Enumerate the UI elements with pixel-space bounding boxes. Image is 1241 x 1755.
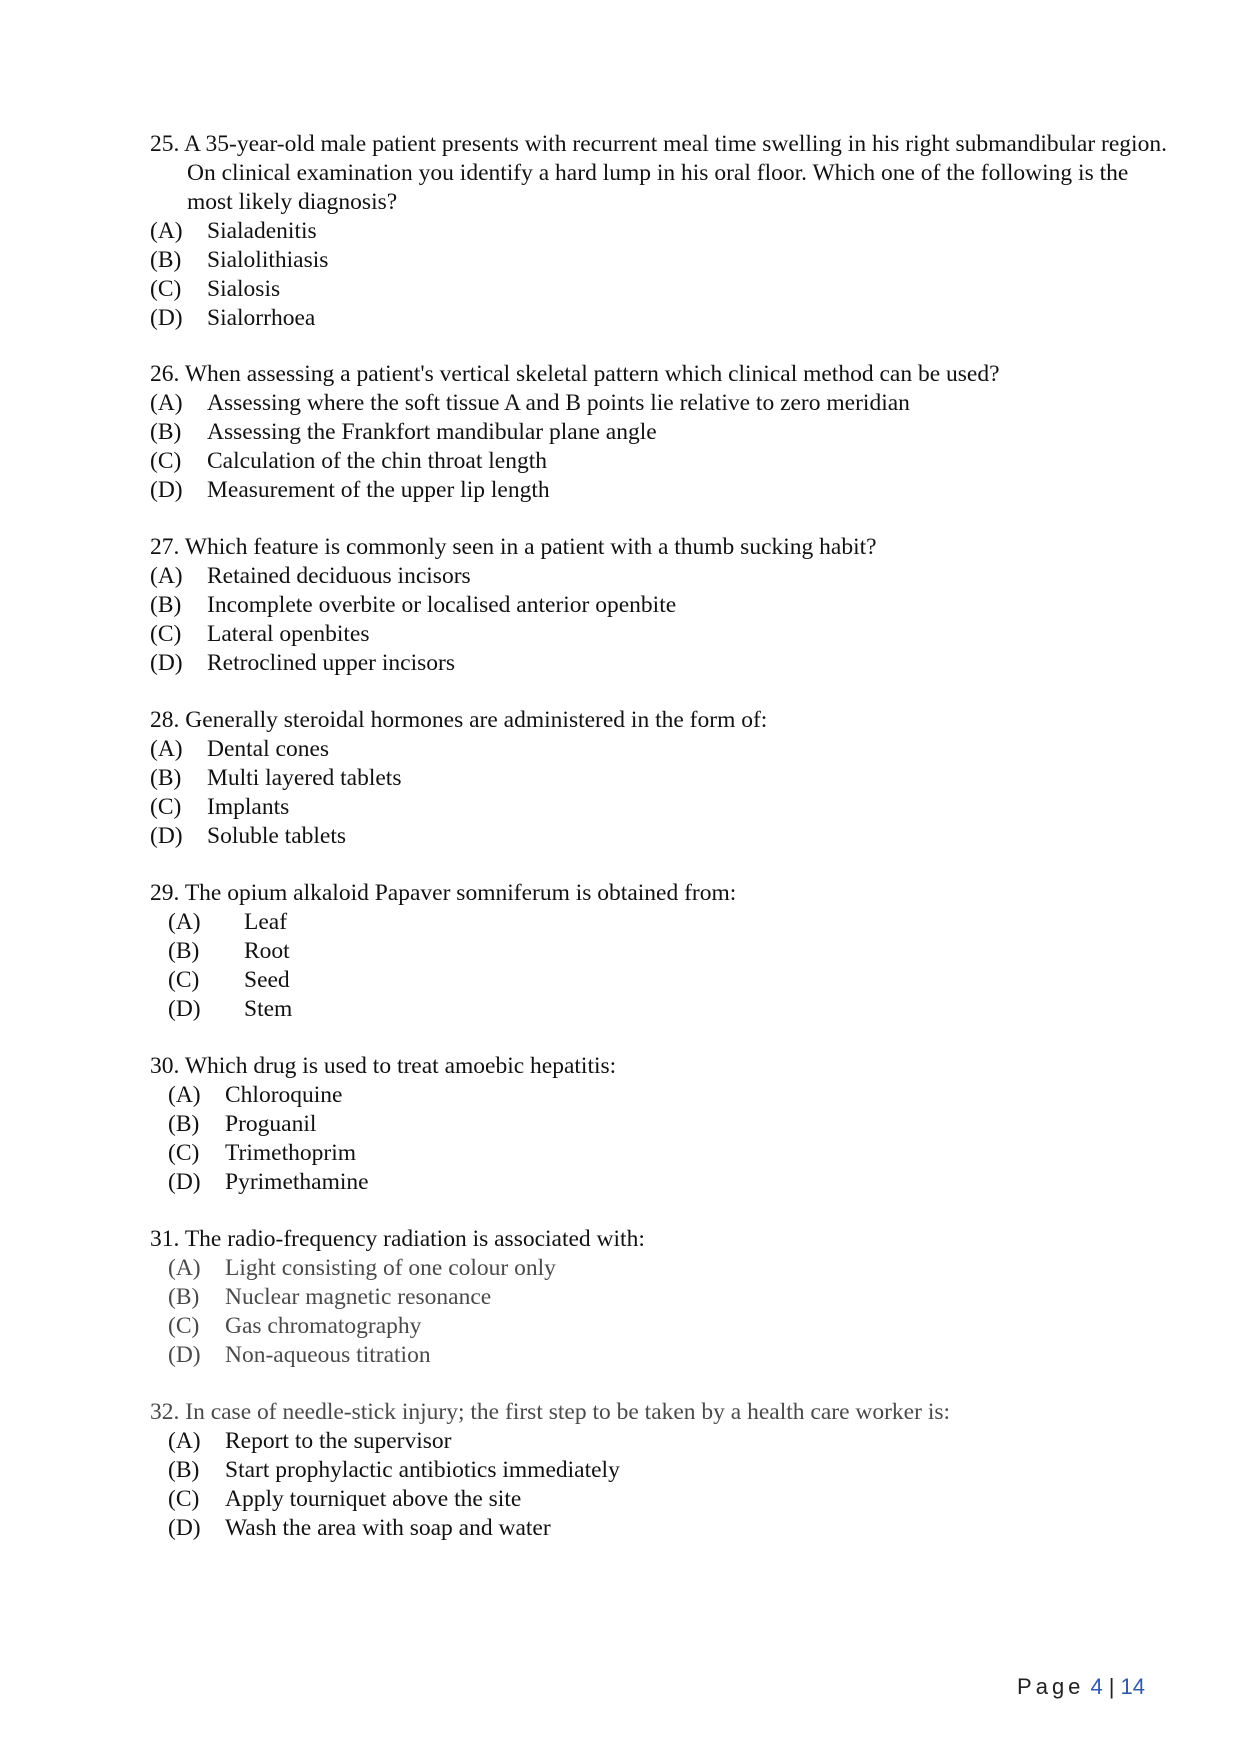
option-b [150,1456,1170,1485]
option-a [150,735,1170,764]
option-a [150,562,1170,591]
question-30 [150,1052,1170,1197]
option-text: Seed [244,967,290,993]
option-letter: (D) [168,1515,201,1541]
option-text: Calculation of the chin throat length [207,448,548,474]
option-d [150,649,1170,678]
option-letter: (B) [150,247,182,273]
page-label: Page [1017,1674,1085,1699]
option-letter: (D) [150,477,183,503]
option-d [150,1341,1170,1370]
question-stem: 30. Which drug is used to treat amoebic hepatitis: [150,1053,617,1079]
question-25 [150,130,1170,333]
option-text: Measurement of the upper lip length [207,477,550,503]
option-letter: (C) [150,794,182,820]
question-27 [150,533,1170,678]
option-text: Sialorrhoea [207,305,316,331]
question-stem: 29. The opium alkaloid Papaver somniferum is obtained from: [150,880,737,906]
option-letter: (D) [168,1169,201,1195]
option-d [150,1168,1170,1197]
option-c [150,447,1170,476]
option-text: Proguanil [225,1111,317,1137]
option-text: Leaf [244,909,288,935]
option-d [150,822,1170,851]
option-letter: (A) [168,909,201,935]
option-letter: (C) [150,276,182,302]
option-c [150,966,1170,995]
option-letter: (C) [168,1140,200,1166]
option-c [150,275,1170,304]
option-letter: (D) [168,996,201,1022]
option-c [150,620,1170,649]
option-letter: (B) [150,765,182,791]
option-text: Trimethoprim [225,1140,357,1166]
option-text: Pyrimethamine [225,1169,369,1195]
option-letter: (A) [168,1255,201,1281]
question-stem: 28. Generally steroidal hormones are administered in the form of: [150,707,768,733]
option-c [150,1485,1170,1514]
question-stem: 32. In case of needle-stick injury; the first step to be taken by a health care worker is: [150,1399,951,1425]
option-text: Assessing where the soft tissue A and B points lie relative to zero meridian [207,390,910,416]
option-letter: (C) [168,1313,200,1339]
option-letter: (D) [168,1342,201,1368]
option-letter: (A) [150,218,183,244]
option-letter: (B) [168,1111,200,1137]
option-letter: (B) [168,938,200,964]
option-b [150,418,1170,447]
option-text: Retained deciduous incisors [207,563,471,589]
question-31 [150,1225,1170,1370]
question-28 [150,706,1170,851]
option-letter: (B) [168,1284,200,1310]
option-b [150,1110,1170,1139]
option-text: Retroclined upper incisors [207,650,455,676]
option-text: Apply tourniquet above the site [225,1486,522,1512]
option-b [150,1283,1170,1312]
option-d [150,476,1170,505]
option-c [150,793,1170,822]
question-26 [150,360,1170,505]
option-text: Implants [207,794,290,820]
option-letter: (B) [168,1457,200,1483]
option-text: Incomplete overbite or localised anterior openbite [207,592,677,618]
page-total: 14 [1120,1674,1145,1699]
option-text: Wash the area with soap and water [225,1515,551,1541]
option-text: Chloroquine [225,1082,343,1108]
option-a [150,1427,1170,1456]
option-a [150,908,1170,937]
option-letter: (C) [150,448,182,474]
option-text: Stem [244,996,293,1022]
option-letter: (A) [150,390,183,416]
page-separator: | [1108,1674,1115,1699]
option-a [150,217,1170,246]
option-letter: (C) [150,621,182,647]
option-d [150,1514,1170,1543]
option-text: Soluble tablets [207,823,347,849]
question-stem: 27. Which feature is commonly seen in a patient with a thumb sucking habit? [150,534,877,560]
question-stem: 25. A 35-year-old male patient presents with recurrent meal time swelling in his right submandibular region. On clinical examination you identify a hard lump in his oral floor. Which one of the following is the most likely diagnosis? [150,131,1167,215]
question-32 [150,1398,1170,1543]
question-stem: 26. When assessing a patient's vertical skeletal pattern which clinical method can be used? [150,361,1000,387]
option-text: Sialosis [207,276,281,302]
option-text: Light consisting of one colour only [225,1255,556,1281]
option-letter: (D) [150,823,183,849]
option-text: Assessing the Frankfort mandibular plane angle [207,419,657,445]
option-letter: (A) [150,736,183,762]
option-letter: (C) [168,1486,200,1512]
option-text: Sialadenitis [207,218,317,244]
page-number [1017,1674,1145,1700]
option-text: Gas chromatography [225,1313,422,1339]
option-text: Nuclear magnetic resonance [225,1284,492,1310]
option-letter: (B) [150,419,182,445]
option-letter: (A) [168,1082,201,1108]
option-a [150,1254,1170,1283]
option-text: Lateral openbites [207,621,370,647]
option-d [150,304,1170,333]
option-c [150,1139,1170,1168]
question-29 [150,879,1170,1024]
option-b [150,764,1170,793]
option-letter: (D) [150,305,183,331]
option-letter: (B) [150,592,182,618]
option-b [150,591,1170,620]
option-letter: (A) [150,563,183,589]
option-letter: (D) [150,650,183,676]
option-text: Non-aqueous titration [225,1342,431,1368]
option-c [150,1312,1170,1341]
option-text: Multi layered tablets [207,765,402,791]
option-text: Sialolithiasis [207,247,329,273]
option-letter: (C) [168,967,200,993]
option-text: Report to the supervisor [225,1428,452,1454]
option-d [150,995,1170,1024]
option-text: Start prophylactic antibiotics immediately [225,1457,620,1483]
option-text: Dental cones [207,736,330,762]
page-current: 4 [1090,1674,1103,1699]
option-a [150,1081,1170,1110]
option-a [150,389,1170,418]
question-stem: 31. The radio-frequency radiation is associated with: [150,1226,645,1252]
option-letter: (A) [168,1428,201,1454]
option-b [150,937,1170,966]
option-b [150,246,1170,275]
option-text: Root [244,938,290,964]
